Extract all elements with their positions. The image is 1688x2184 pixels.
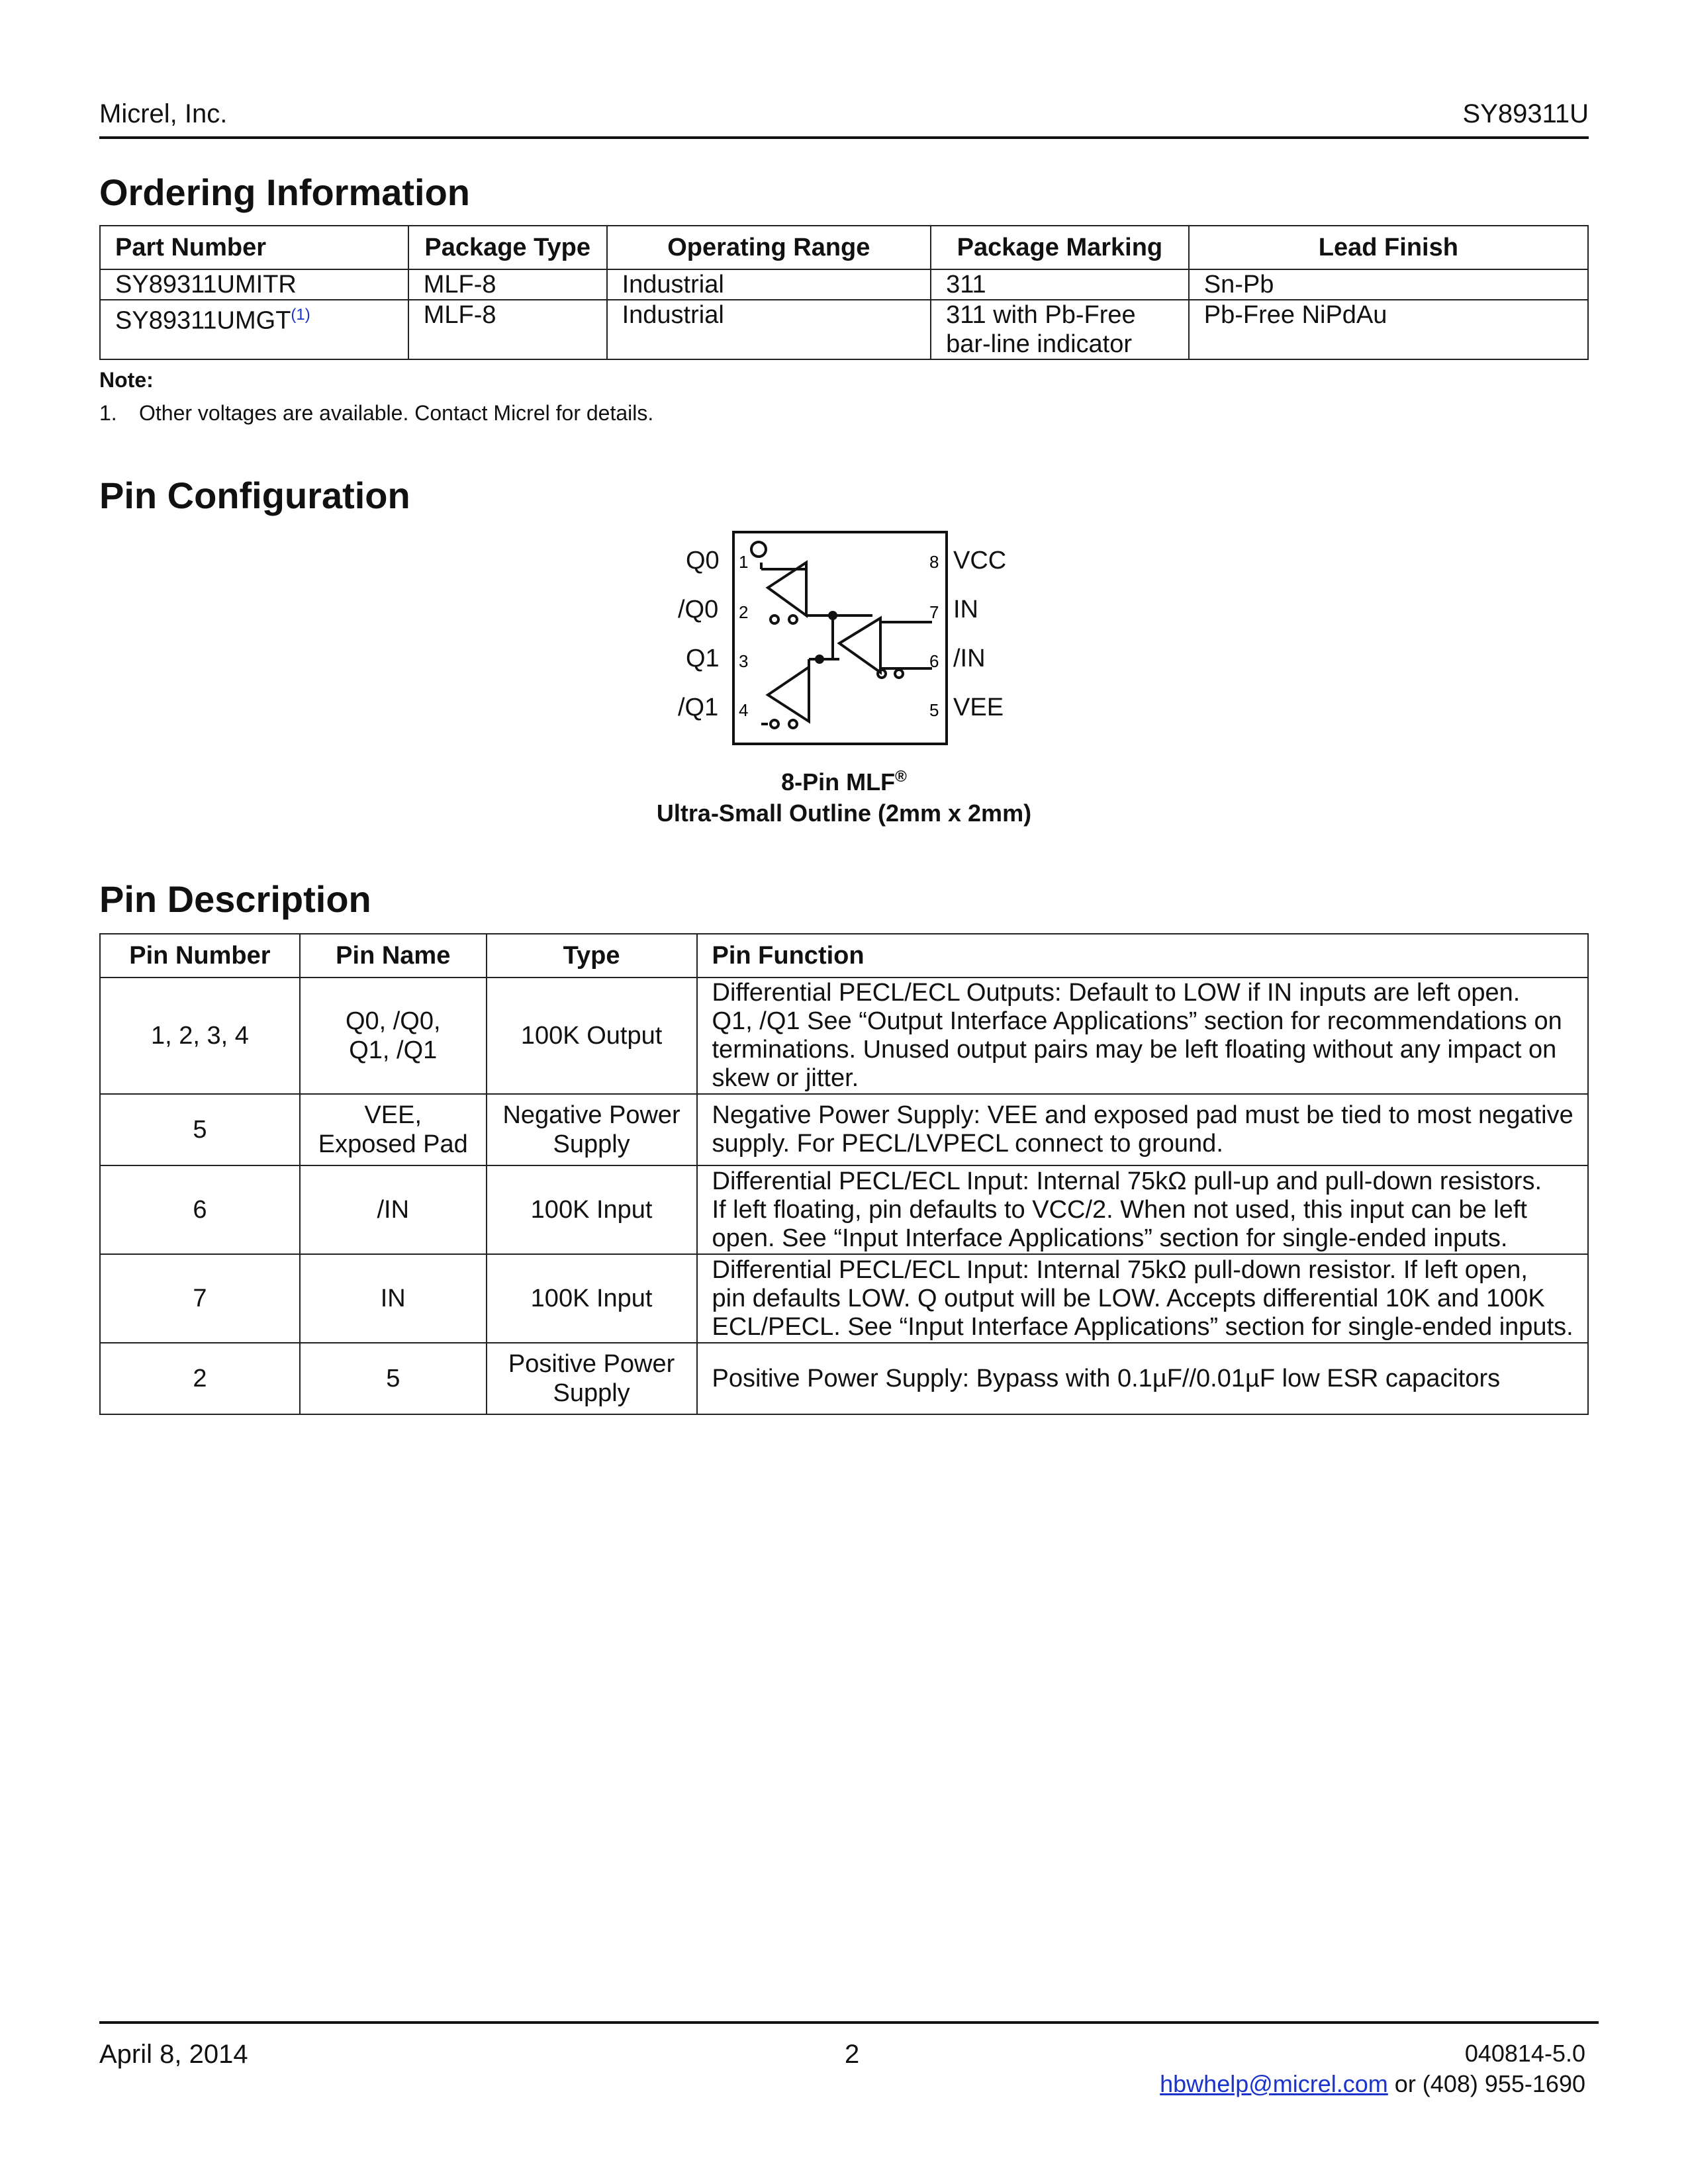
- cell-pin-number: 1, 2, 3, 4: [100, 978, 300, 1094]
- document-number: 040814-5.0: [1464, 2040, 1585, 2067]
- cell-pin-name: VEE, Exposed Pad: [300, 1094, 487, 1165]
- cell-pin-function: Differential PECL/ECL Input: Internal 75kΩ pull-up and pull-down resistors. If left floating, pin defaults to VCC/2. When not used, this input can be left open. See “Input Interface Applications” section for single-ended inputs.: [697, 1165, 1589, 1254]
- footer-contact: [1160, 2070, 1585, 2098]
- footnote-ref[interactable]: (1): [291, 306, 310, 324]
- page-header: [99, 97, 1589, 139]
- table-row: [100, 1343, 1588, 1414]
- note-item: [99, 401, 653, 426]
- buffer-top: [761, 563, 833, 623]
- junction-dot: [815, 655, 824, 664]
- pin-description-table: [99, 933, 1589, 1415]
- cell-finish: Sn-Pb: [1189, 269, 1588, 300]
- pin-num-4: 4: [739, 700, 749, 720]
- buffer-input: [833, 615, 932, 678]
- cell-pin-number: 7: [100, 1254, 300, 1343]
- buffer-bottom: [761, 659, 839, 728]
- pin-label-q0: Q0: [686, 547, 720, 574]
- col-pin-name: Pin Name: [300, 934, 487, 978]
- col-package-marking: Package Marking: [931, 226, 1189, 269]
- note-number: 1.: [99, 401, 117, 425]
- cell-marking: 311 with Pb-Free bar-line indicator: [931, 300, 1189, 359]
- cell-range: Industrial: [607, 300, 931, 359]
- table-row: [100, 1165, 1588, 1254]
- part-number-header: SY89311U: [1462, 99, 1589, 128]
- table-row: [100, 269, 1588, 300]
- cell-pin-name: 5: [300, 1343, 487, 1414]
- col-operating-range: Operating Range: [607, 226, 931, 269]
- page-number: 2: [845, 2040, 860, 2069]
- col-lead-finish: Lead Finish: [1189, 226, 1588, 269]
- pin-desc-title: Pin Description: [99, 878, 371, 920]
- pin-num-6: 6: [929, 651, 939, 671]
- pin-label-vee: VEE: [953, 694, 1004, 721]
- cell-type: Negative Power Supply: [487, 1094, 697, 1165]
- cell-pin-name: IN: [300, 1254, 487, 1343]
- cell-pin-name: /IN: [300, 1165, 487, 1254]
- table-row: [100, 300, 1588, 359]
- company-name: Micrel, Inc.: [99, 99, 228, 128]
- email-link[interactable]: hbwhelp@micrel.com: [1160, 2070, 1388, 2097]
- junction-dot: [828, 611, 837, 620]
- cell-finish: Pb-Free NiPdAu: [1189, 300, 1588, 359]
- cell-type: 100K Output: [487, 978, 697, 1094]
- pin-num-8: 8: [929, 552, 939, 572]
- note-text: Other voltages are available. Contact Micrel for details.: [139, 401, 654, 425]
- footer-date: April 8, 2014: [99, 2040, 248, 2069]
- table-row: [100, 1254, 1588, 1343]
- cell-pin-function: Negative Power Supply: VEE and exposed pad must be tied to most negative supply. For PECL/LVPECL connect to ground.: [697, 1094, 1589, 1165]
- page-footer: [99, 2021, 1599, 2097]
- cell-pin-name: Q0, /Q0, Q1, /Q1: [300, 978, 487, 1094]
- col-package-type: Package Type: [408, 226, 607, 269]
- cell-part: SY89311UMGT$^{(1)}$: [100, 300, 408, 359]
- cell-part: SY89311UMITR: [100, 269, 408, 300]
- col-pin-number: Pin Number: [100, 934, 300, 978]
- cell-range: Industrial: [607, 269, 931, 300]
- package-outline: [733, 532, 947, 744]
- cell-pin-number: 6: [100, 1165, 300, 1254]
- pin-header-row: [100, 934, 1588, 978]
- pin1-marker: [751, 542, 766, 557]
- pin-label-nin: /IN: [953, 645, 986, 672]
- ordering-table: [99, 225, 1589, 360]
- col-type: Type: [487, 934, 697, 978]
- cell-type: 100K Input: [487, 1254, 697, 1343]
- col-pin-function: Pin Function: [697, 934, 1589, 978]
- cell-pin-function: Differential PECL/ECL Outputs: Default to LOW if IN inputs are left open. Q1, /Q1 See “Output Interface Applications” section for recommendations on terminations. Unused output pairs may be left floating without any impact on skew or jitter.: [697, 978, 1589, 1094]
- pin-label-in: IN: [953, 596, 978, 623]
- pin-num-1: 1: [739, 552, 749, 572]
- ordering-title: Ordering Information: [99, 171, 470, 213]
- pin-config-title: Pin Configuration: [99, 475, 410, 516]
- cell-pin-number: 2: [100, 1343, 300, 1414]
- diagram-caption-line1: 8-Pin MLF®: [781, 768, 907, 796]
- cell-type: 100K Input: [487, 1165, 697, 1254]
- cell-pin-function: Differential PECL/ECL Input: Internal 75kΩ pull-down resistor. If left open, pin defaults LOW. Q output will be LOW. Accepts differential 10K and 100K ECL/PECL. See “Input Interface Applications” section for single-ended inputs.: [697, 1254, 1589, 1343]
- pin-num-5: 5: [929, 700, 939, 720]
- pin-label-nq0: /Q0: [678, 596, 719, 623]
- note-title: Note:: [99, 368, 154, 392]
- cell-package: MLF-8: [408, 300, 607, 359]
- cell-package: MLF-8: [408, 269, 607, 300]
- pin-num-7: 7: [929, 602, 939, 622]
- pin-configuration-diagram: [662, 523, 1033, 754]
- pin-label-q1: Q1: [686, 645, 720, 672]
- pin-num-3: 3: [739, 651, 749, 671]
- cell-pin-function: Positive Power Supply: Bypass with 0.1µF//0.01µF low ESR capacitors: [697, 1343, 1589, 1414]
- pin-num-2: 2: [739, 602, 749, 622]
- table-row: [100, 1094, 1588, 1165]
- ordering-header-row: [100, 226, 1588, 269]
- phone-number: or (408) 955-1690: [1387, 2070, 1585, 2097]
- table-row: [100, 978, 1588, 1094]
- cell-pin-number: 5: [100, 1094, 300, 1165]
- cell-marking: 311: [931, 269, 1189, 300]
- diagram-caption-line2: Ultra-Small Outline (2mm x 2mm): [656, 799, 1032, 827]
- pin-label-nq1: /Q1: [678, 694, 719, 721]
- pin-label-vcc: VCC: [953, 547, 1007, 574]
- col-part-number: Part Number: [100, 226, 408, 269]
- cell-type: Positive Power Supply: [487, 1343, 697, 1414]
